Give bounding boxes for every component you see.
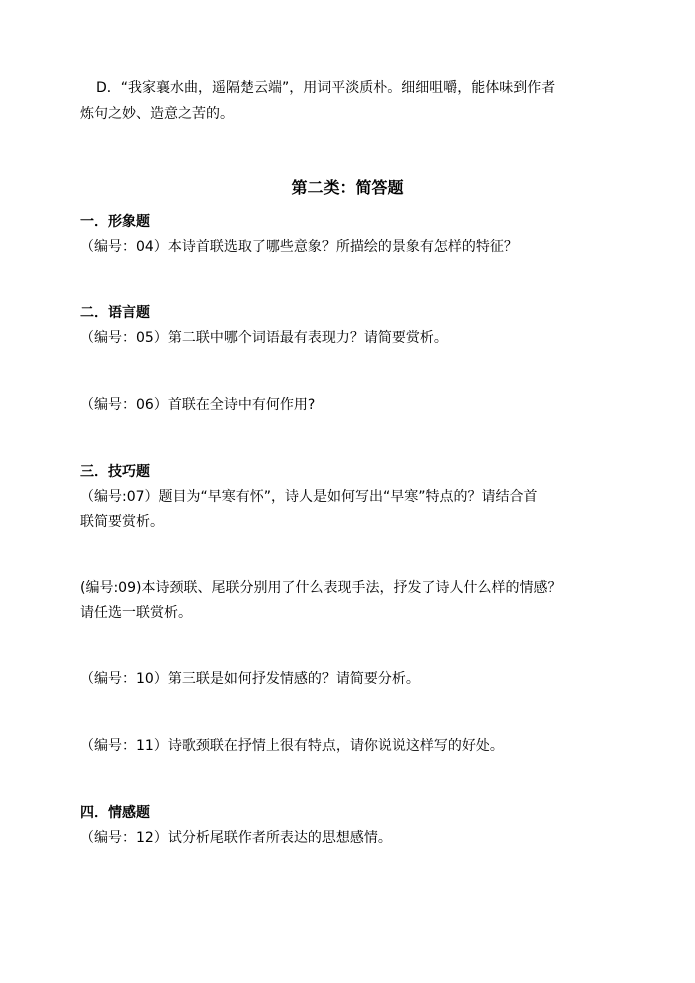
heading-emotion: 四．情感题 xyxy=(80,805,150,821)
question-09-line1: (编号:09)本诗颈联、尾联分别用了什么表现手法，抒发了诗人什么样的情感？ xyxy=(80,580,562,596)
question-04: （编号：04）本诗首联选取了哪些意象？所描绘的景象有怎样的特征？ xyxy=(80,239,518,255)
question-06: （编号：06）首联在全诗中有何作用? xyxy=(80,397,316,413)
heading-imagery: 一．形象题 xyxy=(80,214,150,230)
heading-language: 二．语言题 xyxy=(80,305,150,321)
question-09-line2: 请任选一联赏析。 xyxy=(80,605,192,621)
option-d-line1: D．“我家襄水曲，遥隔楚云端”，用词平淡质朴。细细咀嚼，能体味到作者 xyxy=(96,80,556,96)
question-10: （编号：10）第三联是如何抒发情感的？请简要分析。 xyxy=(80,671,420,687)
option-d-line2: 炼句之妙、造意之苦的。 xyxy=(80,106,234,122)
heading-technique: 三．技巧题 xyxy=(80,464,150,480)
question-11: （编号：11）诗歌颈联在抒情上很有特点，请你说说这样写的好处。 xyxy=(80,738,504,754)
question-12: （编号：12）试分析尾联作者所表达的思想感情。 xyxy=(80,830,392,846)
question-07-line2: 联简要赏析。 xyxy=(80,514,164,530)
question-07-line1: （编号:07）题目为“早寒有怀”，诗人是如何写出“早寒”特点的？请结合首 xyxy=(80,489,538,505)
question-05: （编号：05）第二联中哪个词语最有表现力？请简要赏析。 xyxy=(80,330,448,346)
section-title: 第二类：简答题 xyxy=(291,178,404,197)
